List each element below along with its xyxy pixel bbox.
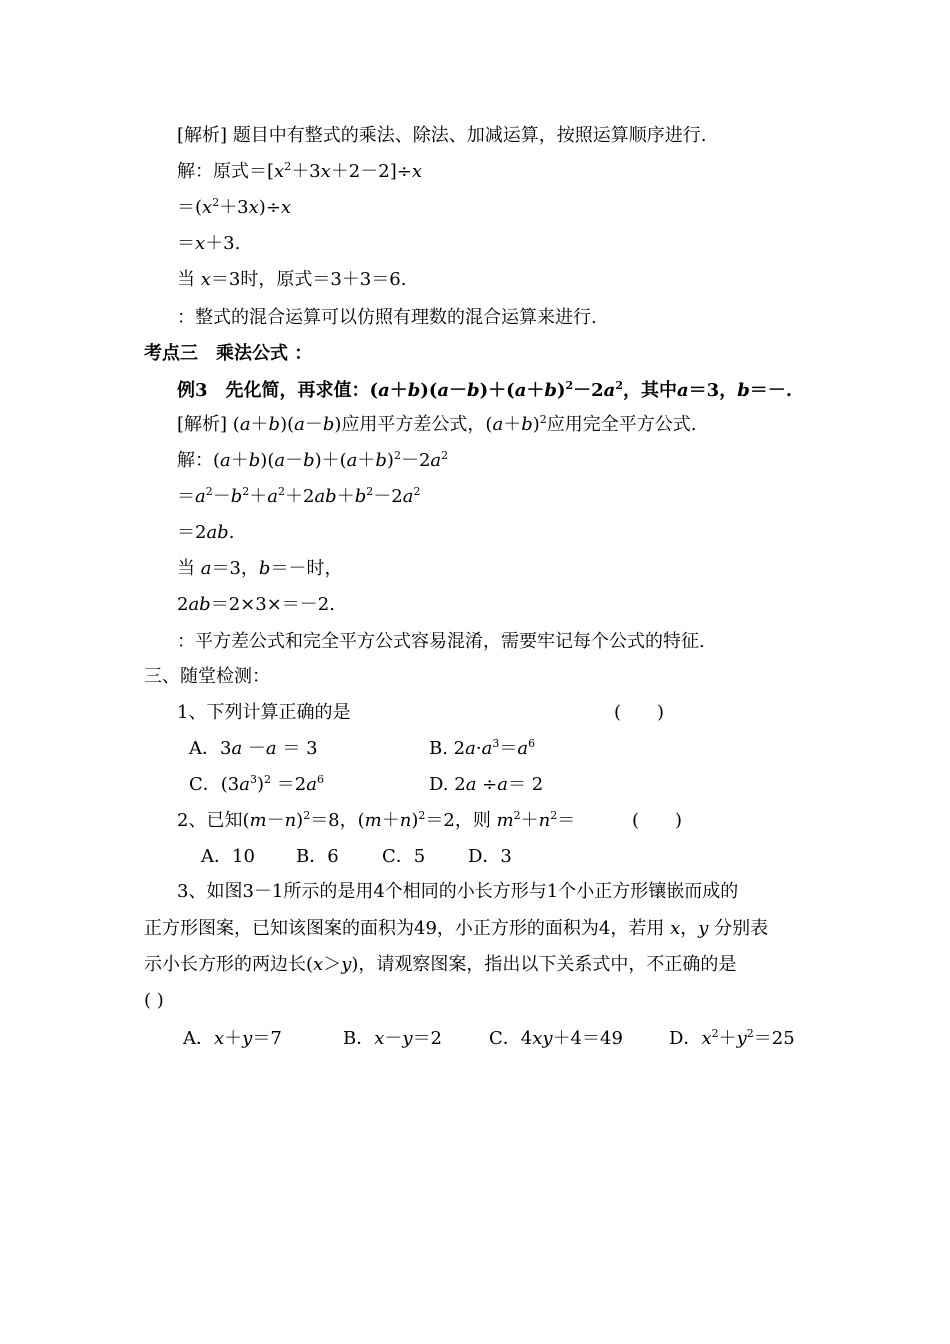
q2-option-a: A．10 [201,846,255,867]
option-c-label: C．(3 [189,774,240,795]
when-text: 当 [177,558,195,579]
q1-option-b: B. $2a\cdot a^3=a^6$ [429,737,536,759]
q3-answer-blank: ( ) [144,990,164,1011]
example3-condition: 当 a＝3，b＝－时， [177,558,343,579]
analysis-text-end: 应用完全平方公式. [546,414,697,435]
q3-option-b: B．x－y＝2 [343,1028,443,1049]
q3-line2-end: 分别表 [714,918,769,939]
option-b-label: B． [343,1028,375,1049]
condition-a: ＝3， [211,558,259,579]
math-expression: $(a+b)(a-b)+(a+b)^2-2a^2$ [213,449,449,471]
math-expression: $=(x^2+3x)\div x$ [177,196,292,218]
analysis-tag: [解析] [177,125,228,146]
evaluation-text: ＝2×3×＝－2. [210,594,335,615]
math-expression: $(a+b)^2$ [485,413,547,435]
example2-analysis [177,124,707,148]
evaluation-text: ＝3时，原式＝3＋3＝6. [210,269,407,290]
q3-option-d: D．$x^2+y^2=25$ [669,1027,795,1049]
q3-option-c: C．4xy＋4＝49 [489,1028,623,1049]
option-a-label: A．3 [189,738,232,759]
example2-note: ：整式的混合运算可以仿照有理数的混合运算来进行. [177,307,597,328]
q2-stem: 2、已知$(m-n)^2=8$，$(m+n)^2=2$，则 $m^2+n^2=$ [177,809,576,831]
math-expression: $(a+b)(a-b)+(a+b)^2-2a^2$ [369,379,623,401]
option-b-label: B. 2 [429,738,466,759]
option-a-label: A． [183,1028,214,1049]
q3-line2: 正方形图案，已知该图案的面积为49，小正方形的面积为4，若用 x，y 分别表 [144,918,769,939]
example3-analysis [177,413,696,437]
q3-line3-text: 示小长方形的两边长( [144,954,314,975]
q3-line2-text: 正方形图案，已知该图案的面积为49，小正方形的面积为4，若用 [144,918,665,939]
section-heading: 考点三 乘法公式 ： [144,343,313,364]
q2-answer-blank: ( ) [632,810,683,831]
analysis-tag: [解析] [177,414,228,435]
option-d-label: D. 2 [429,774,466,795]
practice-heading: 三、随堂检测： [144,666,270,687]
q1-option-c: C．$(3a^3)^2 =2a^6$ [189,773,324,795]
q1-option-d: D. 2a ÷a＝ 2 [429,774,544,795]
example3-solution-line2 [177,485,420,509]
analysis-text: 应用平方差公式， [341,414,486,435]
math-expression: ＝x＋3. [177,233,241,254]
q2-option-d: D．3 [468,846,512,867]
example3-evaluation: 2ab＝2×3×＝－2. [177,594,335,615]
q3-line3-end: )，请观察图案，指出以下关系式中，不正确的是 [351,954,737,975]
condition-b: ＝－. [749,380,793,401]
option-d-label: D． [669,1028,702,1049]
condition-a: ＝3， [688,380,738,401]
q2-stem-start: 2、已知( [177,810,250,831]
example3-solution-line1 [177,449,448,473]
example3-solution-line3: ＝2ab. [177,522,235,543]
q1-stem: 1、下列计算正确的是 [177,702,351,723]
condition-text: ，其中 [623,380,677,401]
solution-label: 解：原式＝ [177,161,267,182]
math-expression: (a＋b)(a－b) [232,414,342,435]
option-c-label: C．4 [489,1028,533,1049]
solution-label: 解： [177,450,213,471]
example2-evaluation: 当 x＝3时，原式＝3＋3＝6. [177,269,407,290]
q1-answer-blank: ( ) [614,702,665,723]
math-expression: $[x^2+3x+2-2]\div x$ [267,160,422,182]
condition-b: ＝－时， [270,558,343,579]
example-label: 例3 先化简，再求值： [177,380,370,401]
q3-line1: 3、如图3－1所示的是用4个相同的小长方形与1个小正方形镶嵌而成的 [177,881,739,902]
math-expression: $=a^2-b^2+a^2+2ab+b^2-2a^2$ [177,485,421,507]
q2-option-b: B．6 [296,846,339,867]
analysis-text: 题目中有整式的乘法、除法、加减运算，按照运算顺序进行. [232,125,707,146]
result-text: ＝2 [177,522,207,543]
q2-option-c: C．5 [382,846,426,867]
when-text: 当 [177,269,195,290]
example2-solution-line1 [177,160,422,184]
example3-note: ：平方差公式和完全平方公式容易混淆，需要牢记每个公式的特征. [177,631,705,652]
q3-option-a: A．x＋y＝7 [183,1028,282,1049]
q1-option-a: A．3a －a ＝ 3 [189,738,318,759]
q3-line3: 示小长方形的两边长(x＞y)，请观察图案，指出以下关系式中，不正确的是 [144,954,737,975]
example3-prompt: 例3 先化简，再求值：$(a+b)(a-b)+(a+b)^2-2a^2$，其中a＝3，b＝－. [177,379,793,401]
example2-solution-line3 [177,232,240,256]
example2-solution-line2 [177,196,291,220]
